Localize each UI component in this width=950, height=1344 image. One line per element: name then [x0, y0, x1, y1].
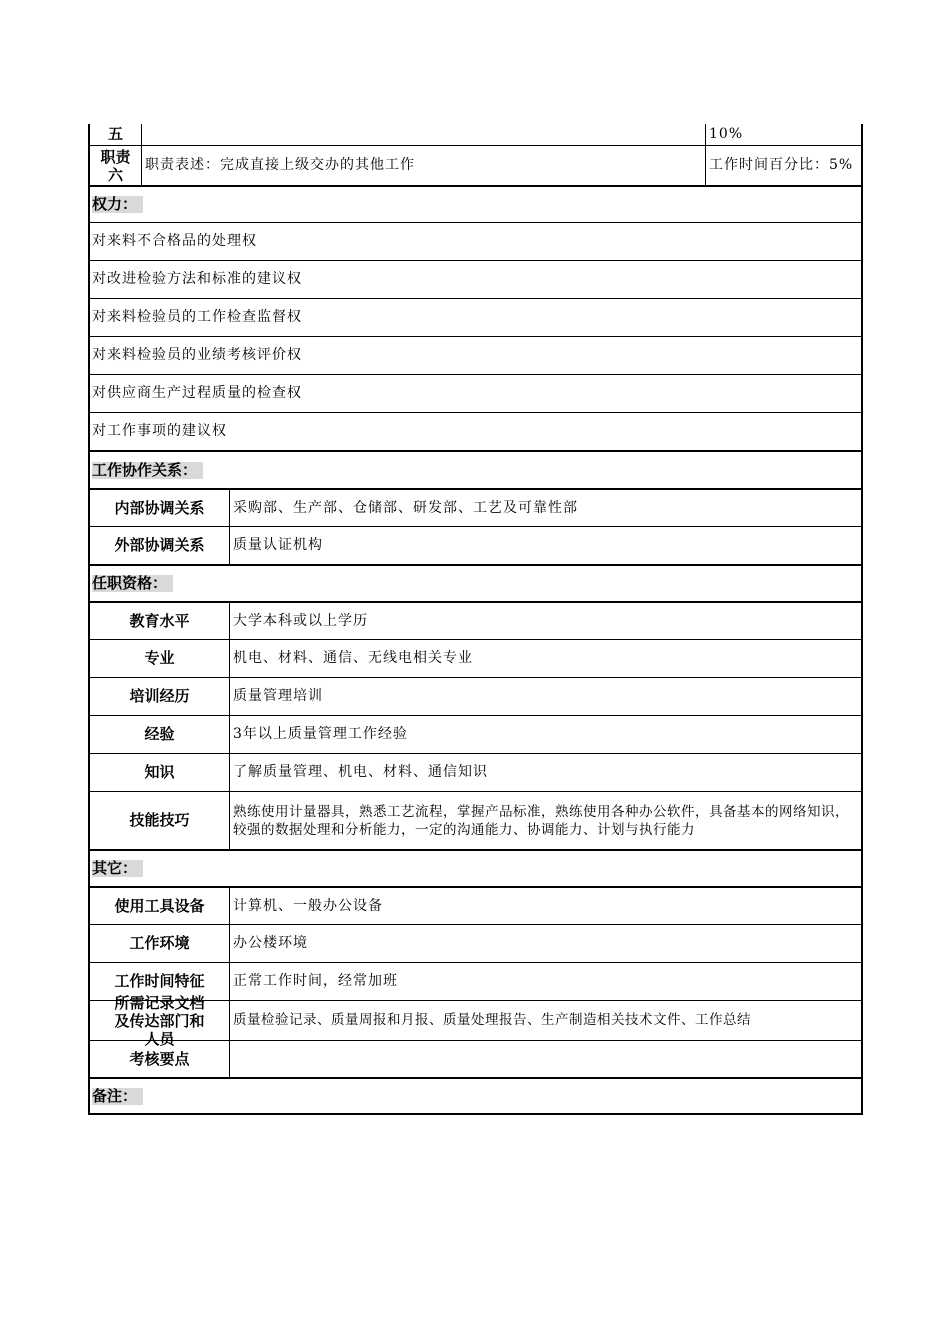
authority-header [88, 185, 863, 222]
field-label: 培训经历 [90, 678, 230, 715]
duty-number: 五 [90, 124, 142, 145]
qualification-row [88, 677, 863, 715]
other-row [88, 993, 863, 1048]
section-title: 任职资格： [92, 575, 173, 592]
field-value: 采购部、生产部、仓储部、研发部、工艺及可靠性部 [233, 499, 578, 516]
field-value: 质量管理培训 [233, 688, 323, 704]
other-row [88, 1040, 863, 1077]
field-label: 考核要点 [90, 1041, 230, 1077]
section-title: 工作协作关系： [92, 462, 203, 479]
field-value: 办公楼环境 [233, 935, 308, 951]
field-label: 所需记录文档及传达部门和人员 [90, 1001, 230, 1040]
field-value: 了解质量管理、机电、材料、通信知识 [233, 764, 488, 780]
field-label: 使用工具设备 [90, 888, 230, 924]
qualification-row [88, 791, 863, 849]
field-value: 大学本科或以上学历 [233, 612, 368, 629]
other-row [88, 924, 863, 962]
field-label: 经验 [90, 716, 230, 753]
duty-row-6 [88, 145, 863, 185]
field-label: 工作时间特征 [90, 963, 230, 1000]
field-label: 知识 [90, 754, 230, 791]
authority-text: 对供应商生产过程质量的检查权 [92, 385, 302, 401]
qualification-row [88, 639, 863, 677]
field-value: 质量认证机构 [233, 537, 323, 553]
field-value: 正常工作时间，经常加班 [233, 973, 398, 989]
duty-percent: 工作时间百分比：5% [709, 157, 854, 173]
section-title: 权力： [92, 196, 143, 213]
section-title: 备注： [92, 1088, 143, 1105]
job-description-table [88, 124, 863, 1115]
authority-text: 对改进检验方法和标准的建议权 [92, 271, 302, 287]
cooperation-row [88, 526, 863, 564]
duty-percent: 10% [709, 126, 744, 142]
authority-text: 对来料检验员的工作检查监督权 [92, 309, 302, 325]
field-label: 专业 [90, 640, 230, 677]
cooperation-header [88, 450, 863, 488]
field-label: 工作环境 [90, 925, 230, 962]
authority-text: 对工作事项的建议权 [92, 423, 227, 439]
field-label: 外部协调关系 [90, 527, 230, 564]
qualification-row [88, 715, 863, 753]
section-title: 其它： [92, 860, 143, 877]
qualification-header [88, 564, 863, 601]
field-label: 教育水平 [90, 603, 230, 639]
authority-item [88, 374, 863, 412]
authority-item [88, 260, 863, 298]
authority-item [88, 336, 863, 374]
authority-item [88, 412, 863, 450]
field-value: 熟练使用计量器具，熟悉工艺流程，掌握产品标准，熟练使用各种办公软件，具备基本的网络知识，较强的数据处理和分析能力，一定的沟通能力、协调能力、计划与执行能力 [233, 803, 849, 838]
field-value: 计算机、一般办公设备 [233, 897, 383, 914]
duty-description: 职责表述：完成直接上级交办的其他工作 [142, 146, 706, 185]
duty-description [142, 124, 706, 145]
field-label: 技能技巧 [90, 792, 230, 849]
authority-item [88, 222, 863, 260]
qualification-row [88, 753, 863, 791]
field-value: 3年以上质量管理工作经验 [233, 726, 408, 742]
duty-number: 职责六 [90, 146, 142, 185]
authority-text: 对来料检验员的业绩考核评价权 [92, 347, 302, 363]
authority-text: 对来料不合格品的处理权 [92, 233, 257, 249]
field-value: 机电、材料、通信、无线电相关专业 [233, 650, 473, 666]
field-value [230, 1041, 861, 1077]
field-value: 质量检验记录、质量周报和月报、质量处理报告、生产制造相关技术文件、工作总结 [233, 1012, 751, 1028]
field-label: 内部协调关系 [90, 490, 230, 526]
duty-row-5 [88, 124, 863, 145]
qualification-row [88, 601, 863, 639]
remarks-row [88, 1077, 863, 1115]
other-row [88, 886, 863, 924]
authority-item [88, 298, 863, 336]
cooperation-row [88, 488, 863, 526]
other-header [88, 849, 863, 886]
